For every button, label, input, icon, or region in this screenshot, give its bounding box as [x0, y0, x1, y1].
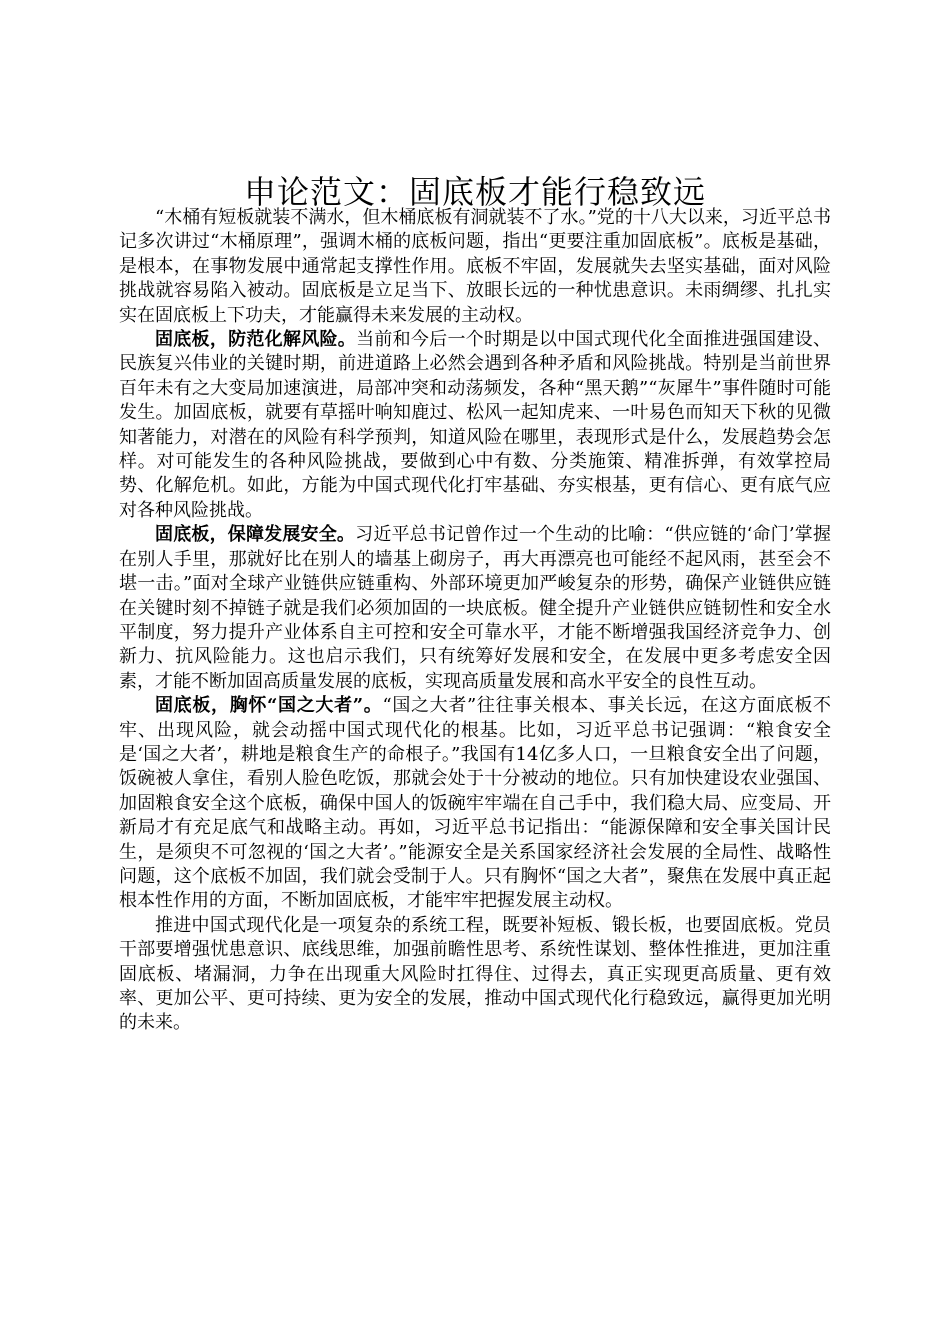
paragraph-lead: 固底板，胸怀“国之大者”。 — [155, 695, 383, 717]
paragraph-security — [119, 523, 831, 694]
paragraph-lead: 固底板，保障发展安全。 — [155, 524, 356, 546]
paragraph-text: 推进中国式现代化是一项复杂的系统工程，既要补短板、锻长板，也要固底板。党员干部要增强忧患意识、底线思维，加强前瞻性思考、系统性谋划、整体性推进，更加注重固底板、堵漏洞，力争在出现重大风险时扛得住、过得去，真正实现更高质量、更有效率、更加公平、更可持续、更为安全的发展，推动中国式现代化行稳致远，赢得更加光明的未来。 — [119, 914, 831, 1034]
paragraph-risk — [119, 328, 831, 523]
paragraph-lead: 固底板，防范化解风险。 — [155, 329, 357, 351]
document-page — [119, 172, 831, 1036]
document-title: 申论范文：固底板才能行稳致远 — [243, 173, 706, 211]
paragraph-text: 习近平总书记曾作过一个生动的比喻：“供应链的‘命门’掌握在别人手里，那就好比在别人的墙基上砌房子，再大再漂亮也可能经不起风雨，甚至会不堪一击。”面对全球产业链供应链重构、外部环境更加严峻复杂的形势，确保产业链供应链在关键时刻不掉链子就是我们必须加固的一块底板。健全提升产业链供应链韧性和安全水平制度，努力提升产业体系自主可控和安全可靠水平，才能不断增强我国经济竞争力、创新力、抗风险能力。这也启示我们，只有统筹好发展和安全，在发展中更多考虑安全因素，才能不断加固高质量发展的底板，实现高质量发展和高水平安全的良性互动。 — [119, 524, 831, 692]
paragraph-conclusion — [119, 914, 831, 1036]
paragraph-text: 当前和今后一个时期是以中国式现代化全面推进强国建设、民族复兴伟业的关键时期，前进道路上必然会遇到各种矛盾和风险挑战。特别是当前世界百年未有之大变局加速演进，局部冲突和动荡频发，各种“黑天鹅”“灰犀牛”事件随时可能发生。加固底板，就要有草摇叶响知鹿过、松风一起知虎来、一叶易色而知天下秋的见微知著能力，对潜在的风险有科学预判，知道风险在哪里，表现形式是什么，发展趋势会怎样。对可能发生的各种风险挑战，要做到心中有数、分类施策、精准拆弹，有效掌控局势、化解危机。如此，方能为中国式现代化打牢基础、夯实根基，更有信心、更有底气应对各种风险挑战。 — [119, 329, 832, 521]
paragraph-text: “木桶有短板就装不满水，但木桶底板有洞就装不了水。”党的十八大以来，习近平总书记多次讲过“木桶原理”，强调木桶的底板问题，指出“更要注重加固底板”。底板是基础，是根本，在事物发展中通常起支撑性作用。底板不牢固，发展就失去坚实基础，面对风险挑战就容易陷入被动。固底板是立足当下、放眼长远的一种忧患意识。未雨绸缪、扎扎实实在固底板上下功夫，才能赢得未来发展的主动权。 — [119, 207, 831, 326]
paragraph-national-priorities — [119, 694, 831, 914]
paragraph-intro — [119, 206, 831, 328]
paragraph-text: “国之大者”往往事关根本、事关长远，在这方面底板不牢、出现风险，就会动摇中国式现代化的根基。比如，习近平总书记强调：“粮食安全是‘国之大者’，耕地是粮食生产的命根子。”我国有14亿多人口，一旦粮食安全出了问题，饭碗被人拿住，看别人脸色吃饭，那就会处于十分被动的地位。只有加快建设农业强国、加固粮食安全这个底板，确保中国人的饭碗牢牢端在自己手中，我们稳大局、应变局、开新局才有充足底气和战略主动。再如，习近平总书记指出：“能源保障和安全事关国计民生，是须臾不可忽视的‘国之大者’。”能源安全是关系国家经济社会发展的全局性、战略性问题，这个底板不加固，我们就会受制于人。只有胸怀“国之大者”，聚焦在发展中真正起根本性作用的方面，不断加固底板，才能牢牢把握发展主动权。 — [119, 695, 831, 912]
